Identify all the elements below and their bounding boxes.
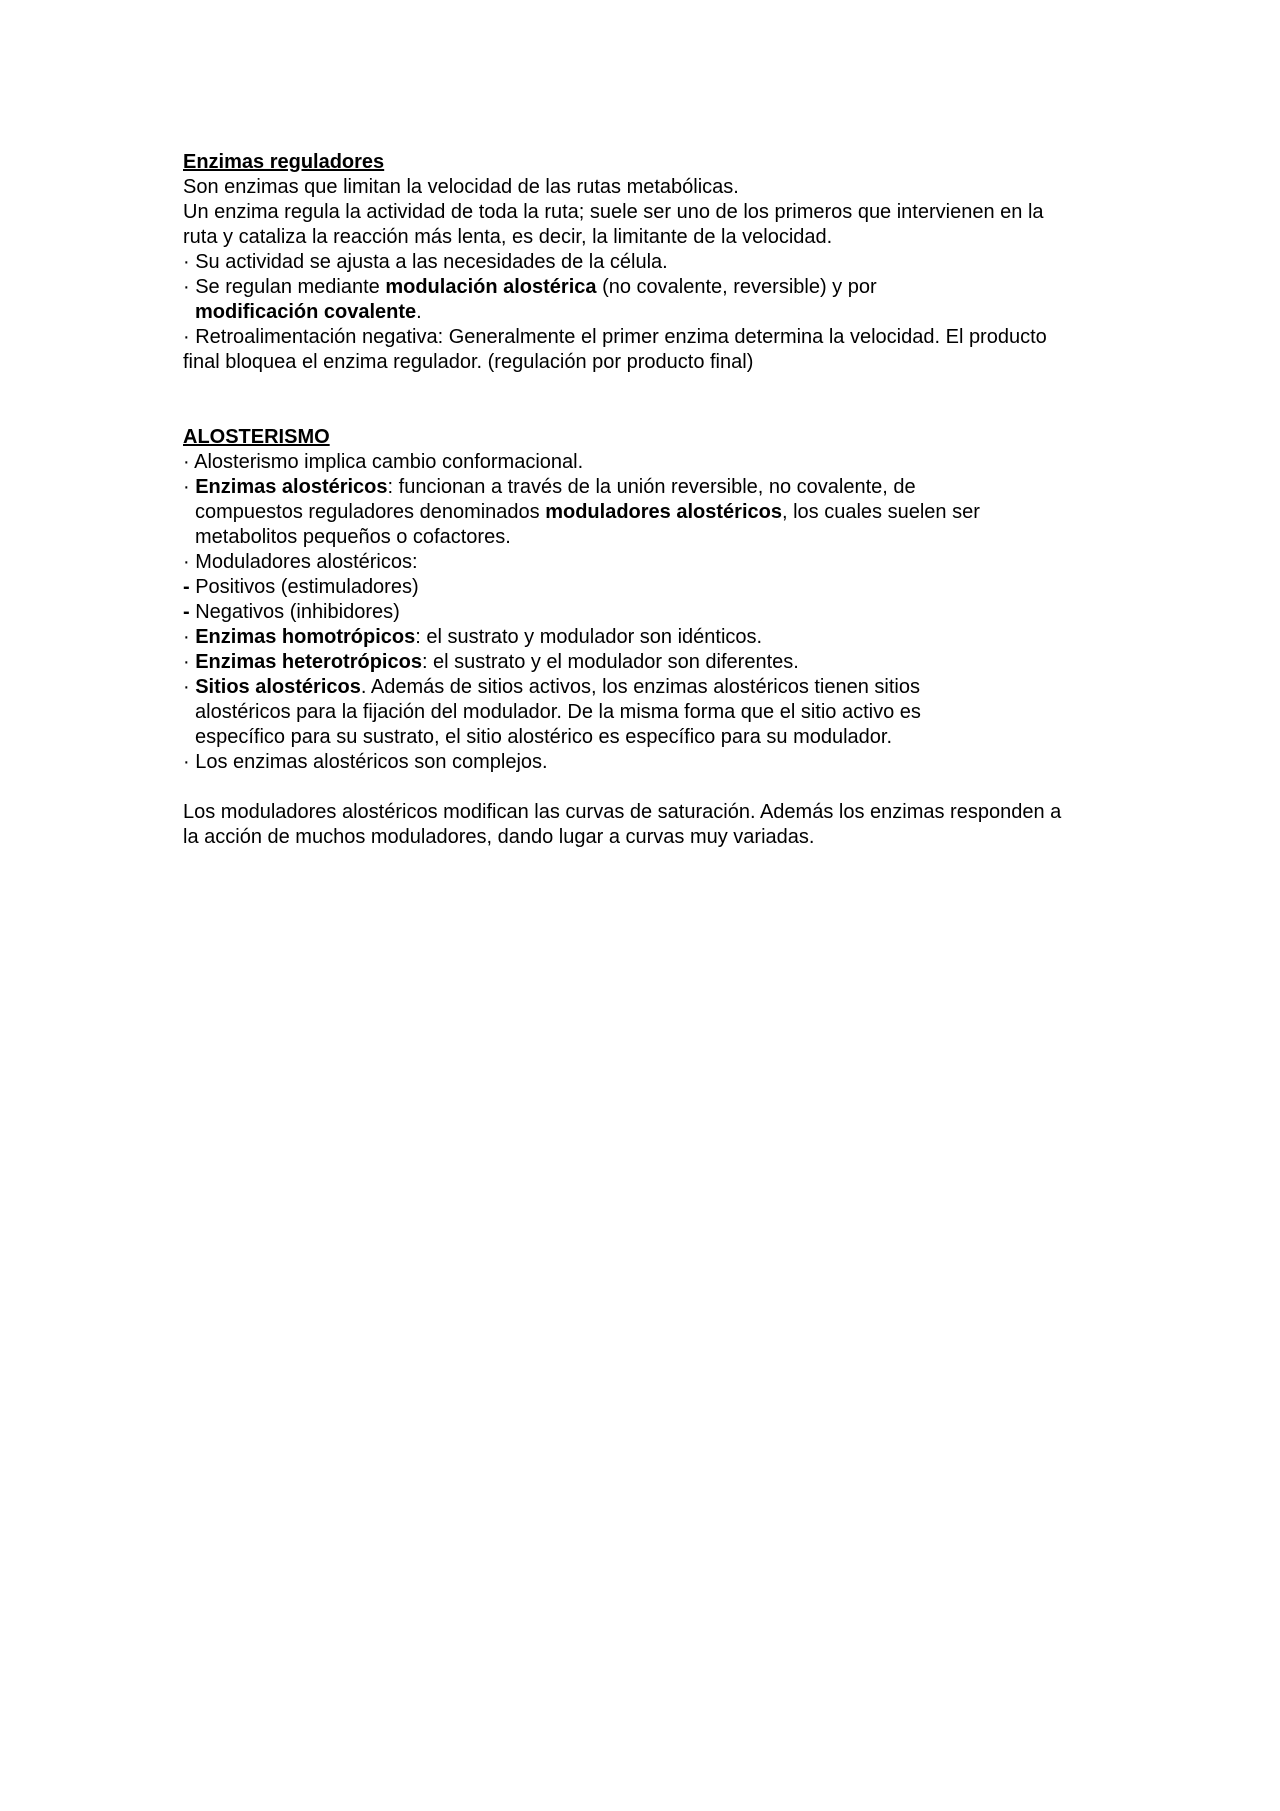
text: : funcionan a través de la unión reversible, no covalente, de [387,476,916,498]
bullet-continuation: alostéricos para la fijación del modulador. De la misma forma que el sitio activo es [195,701,921,723]
bullet-continuation: metabolitos pequeños o cofactores. [195,526,511,548]
text: · [183,626,196,648]
text: . Además de sitios activos, los enzimas alostéricos tienen sitios [360,676,920,698]
bullet-continuation [183,500,1063,525]
text: . [416,301,422,323]
bullet [183,625,1063,650]
text: Positivos (estimuladores) [195,576,419,598]
bold-term: Enzimas homotrópicos [195,626,416,648]
text: · [183,676,196,698]
bold-term: modulación alostérica [385,276,597,298]
bullet: · Moduladores alostéricos: [183,551,418,573]
text: compuestos reguladores denominados [195,501,546,523]
section-title-enzimas: Enzimas reguladores [183,151,385,173]
bullet [183,275,1063,300]
paragraph: Los moduladores alostéricos modifican las curvas de saturación. Además los enzimas responden a la acción de muchos moduladores, dando lugar a curvas muy variadas. [183,801,1062,848]
text: · [183,651,196,673]
text: : el sustrato y el modulador son diferentes. [421,651,799,673]
paragraph: Son enzimas que limitan la velocidad de las rutas metabólicas. [183,176,739,198]
bold-term: moduladores alostéricos [545,501,782,523]
text: Negativos (inhibidores) [195,601,400,623]
text: · Se regulan mediante [183,276,386,298]
text: , los cuales suelen ser [781,501,980,523]
bold-term: Enzimas alostéricos [195,476,388,498]
paragraph: Un enzima regula la actividad de toda la ruta; suele ser uno de los primeros que intervienen en la ruta y cataliza la reacción más lenta, es decir, la limitante de la velocidad. [183,201,1044,248]
bullet-continuation: específico para su sustrato, el sitio alostérico es específico para su modulador. [195,726,893,748]
bullet-continuation [183,300,1063,325]
section-title-alosterismo: ALOSTERISMO [183,426,330,448]
bold-term: Enzimas heterotrópicos [195,651,422,673]
dash: - [183,576,196,598]
bold-term: modificación covalente [195,301,417,323]
text: : el sustrato y modulador son idénticos. [415,626,763,648]
bold-term: Sitios alostéricos [195,676,361,698]
document-page [183,150,1063,850]
sub-item [183,575,1063,600]
bullet: · Retroalimentación negativa: Generalmente el primer enzima determina la velocidad. El producto final bloquea el enzima regulador. (regulación por producto final) [183,326,1047,373]
bullet [183,475,1063,500]
text: (no covalente, reversible) y por [596,276,877,298]
sub-item [183,600,1063,625]
bullet [183,650,1063,675]
bullet: · Los enzimas alostéricos son complejos. [183,751,548,773]
text: · [183,476,196,498]
bullet [183,675,1063,700]
dash: - [183,601,196,623]
bullet: · Su actividad se ajusta a las necesidades de la célula. [183,251,668,273]
bullet: · Alosterismo implica cambio conformacional. [183,451,584,473]
